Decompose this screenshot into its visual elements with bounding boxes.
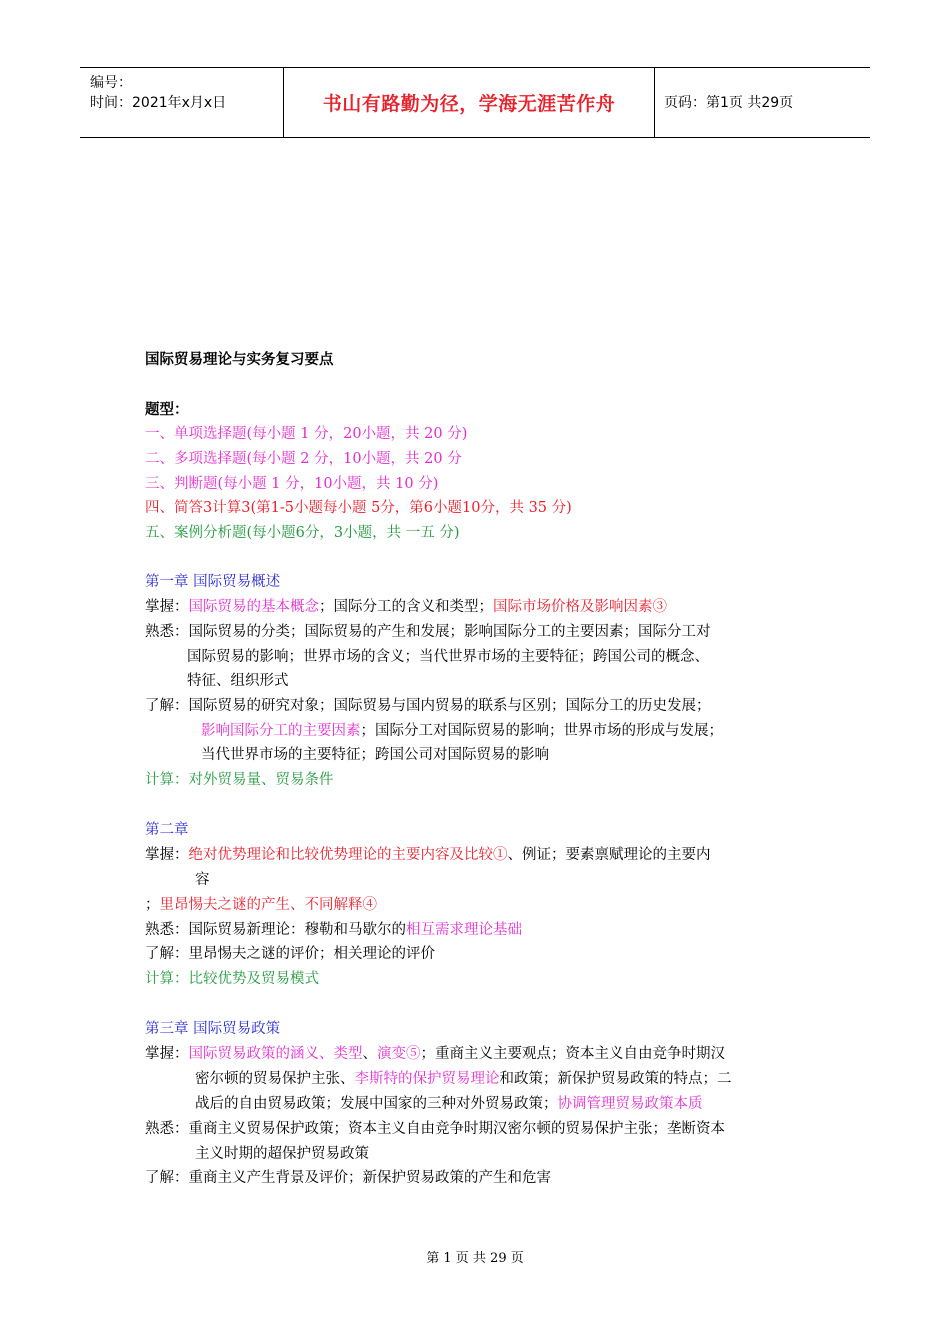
- label: 熟悉：: [145, 922, 189, 938]
- text: 和政策；新保护贸易政策的特点；二: [499, 1071, 732, 1087]
- ch2-master: [145, 845, 711, 865]
- header-page-info: 页码：第1页 共29页: [664, 95, 794, 111]
- label: 掌握：: [145, 599, 189, 615]
- type-item: 二、多项选择题(每小题 2 分，10小题，共 20 分: [145, 451, 462, 467]
- text: 重商主义贸易保护政策；资本主义自由竞争时期汉密尔顿的贸易保护主张；垄断资本: [188, 1121, 725, 1137]
- highlight: 国际贸易的基本概念: [188, 599, 319, 615]
- highlight: 绝对优势理论和比较优势理论的主要内容及比较①: [188, 847, 508, 863]
- text: 国际贸易的分类；国际贸易的产生和发展；影响国际分工的主要因素；国际分工对: [188, 624, 711, 640]
- ch2-familiar: [145, 920, 522, 940]
- label: 了解：: [145, 698, 189, 714]
- text: 、: [362, 1046, 377, 1062]
- text: ；: [145, 897, 160, 913]
- ch3-master: [145, 1044, 725, 1064]
- chapter-heading: 第一章 国际贸易概述: [145, 574, 281, 590]
- text: 、例证；要素禀赋理论的主要内: [507, 847, 711, 863]
- ch1-understand-cont: [201, 721, 723, 741]
- header-divider: [654, 68, 655, 137]
- header-meta: [90, 73, 226, 113]
- ch1-understand: [145, 696, 711, 716]
- label: 熟悉：: [145, 624, 189, 640]
- ch1-calc: 计算：对外贸易量、贸易条件: [145, 772, 334, 788]
- ch3-familiar-cont: 主义时期的超保护贸易政策: [195, 1146, 369, 1162]
- ch3-master-cont: [195, 1094, 703, 1114]
- text: 国际贸易的研究对象；国际贸易与国内贸易的联系与区别；国际分工的历史发展；: [188, 698, 711, 714]
- ch2-master-cont: 容: [195, 872, 210, 888]
- chapter-heading: 第三章 国际贸易政策: [145, 1021, 281, 1037]
- type-item: 一、单项选择题(每小题 1 分，20小题，共 20 分): [145, 426, 468, 442]
- highlight: 影响国际分工的主要因素: [201, 723, 361, 739]
- ch1-familiar: [145, 622, 711, 642]
- types-heading: 题型：: [145, 402, 189, 418]
- highlight: 相互需求理论基础: [406, 922, 522, 938]
- header-motto: 书山有路勤为径，学海无涯苦作舟: [322, 93, 616, 115]
- type-item: 三、判断题(每小题 1 分，10小题，共 10 分): [145, 476, 439, 492]
- ch3-understand: 了解：重商主义产生背景及评价；新保护贸易政策的产生和危害: [145, 1170, 551, 1186]
- time-label: 时间：2021年x月x日: [90, 95, 227, 111]
- type-item: 五、案例分析题(每小题6分，3小题，共 一五 分): [145, 525, 460, 541]
- chapter-heading: 第二章: [145, 822, 189, 838]
- highlight: 李斯特的保护贸易理论: [354, 1071, 500, 1087]
- label: 熟悉：: [145, 1121, 189, 1137]
- label: 掌握：: [145, 847, 189, 863]
- doc-title: 国际贸易理论与实务复习要点: [145, 352, 334, 368]
- highlight: 国际市场价格及影响因素③: [493, 599, 667, 615]
- highlight: 协调管理贸易政策本质: [557, 1096, 703, 1112]
- text: 国际贸易新理论：穆勒和马歇尔的: [188, 922, 406, 938]
- page-footer: 第 1 页 共 29 页: [426, 1251, 524, 1266]
- ch1-familiar-cont: 特征、组织形式: [187, 673, 289, 689]
- text: ；国际分工对国际贸易的影响；世界市场的形成与发展；: [360, 723, 723, 739]
- text: 密尔顿的贸易保护主张、: [195, 1071, 355, 1087]
- ch2-understand: 了解：里昂惕夫之谜的评价；相关理论的评价: [145, 946, 435, 962]
- ch1-understand-cont: 当代世界市场的主要特征；跨国公司对国际贸易的影响: [201, 747, 549, 763]
- highlight: 国际贸易政策的涵义、类型: [188, 1046, 363, 1062]
- page-header: [80, 67, 870, 138]
- text: 战后的自由贸易政策；发展中国家的三种对外贸易政策；: [195, 1096, 558, 1112]
- type-item: 四、简答3计算3(第1-5小题每小题 5分，第6小题10分，共 35 分): [145, 500, 572, 516]
- text: ；重商主义主要观点；资本主义自由竞争时期汉: [420, 1046, 725, 1062]
- ch3-familiar: [145, 1119, 725, 1139]
- header-divider: [283, 68, 284, 137]
- highlight: 里昂惕夫之谜的产生、不同解释④: [159, 897, 377, 913]
- ch3-master-cont: [195, 1069, 732, 1089]
- number-label: 编号：: [90, 75, 132, 91]
- text: ；国际分工的含义和类型；: [319, 599, 493, 615]
- highlight: 演变⑤: [377, 1046, 421, 1062]
- ch1-master: [145, 597, 667, 617]
- ch1-familiar-cont: 国际贸易的影响；世界市场的含义；当代世界市场的主要特征；跨国公司的概念、: [187, 649, 709, 665]
- ch2-calc: 计算：比较优势及贸易模式: [145, 971, 319, 987]
- label: 掌握：: [145, 1046, 189, 1062]
- ch2-master-cont: [145, 895, 377, 915]
